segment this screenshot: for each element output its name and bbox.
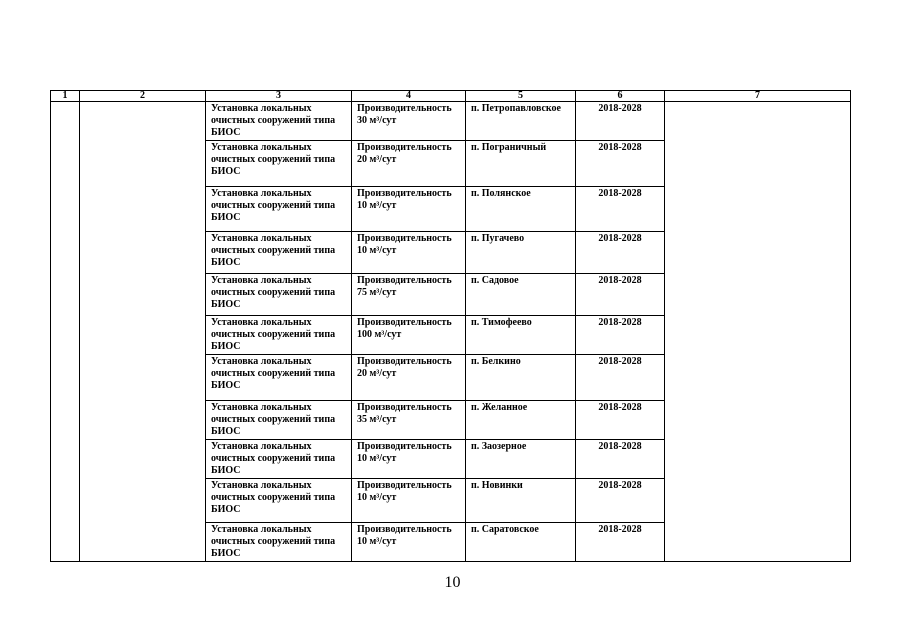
cell-location: п. Тимофеево: [466, 316, 576, 355]
cell-period: 2018-2028: [576, 232, 665, 274]
cell-location: п. Пограничный: [466, 141, 576, 187]
cell-capacity: Производительность 20 м³/сут: [352, 355, 466, 401]
cell-period: 2018-2028: [576, 141, 665, 187]
cell-period: 2018-2028: [576, 187, 665, 232]
works-table: [50, 90, 851, 562]
cell-capacity: Производительность 10 м³/сут: [352, 479, 466, 523]
cell-period: 2018-2028: [576, 479, 665, 523]
cell-object: Установка локальных очистных сооружений типа БИОС: [206, 274, 352, 316]
cell-period: 2018-2028: [576, 102, 665, 141]
cell-col1: [51, 102, 80, 562]
cell-period: 2018-2028: [576, 355, 665, 401]
table-row: [51, 102, 851, 141]
cell-capacity: Производительность 10 м³/сут: [352, 523, 466, 562]
col-header-1: 1: [51, 91, 80, 102]
cell-object: Установка локальных очистных сооружений типа БИОС: [206, 102, 352, 141]
page-number: 10: [444, 574, 461, 591]
cell-location: п. Полянское: [466, 187, 576, 232]
cell-capacity: Производительность 75 м³/сут: [352, 274, 466, 316]
cell-period: 2018-2028: [576, 523, 665, 562]
col-header-5: 5: [466, 91, 576, 102]
cell-capacity: Производительность 35 м³/сут: [352, 401, 466, 440]
cell-capacity: Производительность 30 м³/сут: [352, 102, 466, 141]
cell-capacity: Производительность 10 м³/сут: [352, 187, 466, 232]
cell-location: п. Пугачево: [466, 232, 576, 274]
header-row: [51, 91, 851, 102]
cell-col2: [80, 102, 206, 562]
cell-period: 2018-2028: [576, 401, 665, 440]
cell-col7: [665, 102, 851, 562]
cell-location: п. Петропавловское: [466, 102, 576, 141]
cell-location: п. Белкино: [466, 355, 576, 401]
cell-object: Установка локальных очистных сооружений типа БИОС: [206, 401, 352, 440]
cell-object: Установка локальных очистных сооружений типа БИОС: [206, 523, 352, 562]
cell-object: Установка локальных очистных сооружений типа БИОС: [206, 440, 352, 479]
cell-object: Установка локальных очистных сооружений типа БИОС: [206, 316, 352, 355]
col-header-7: 7: [665, 91, 851, 102]
cell-location: п. Саратовское: [466, 523, 576, 562]
table-body: [51, 102, 851, 562]
cell-location: п. Садовое: [466, 274, 576, 316]
col-header-2: 2: [80, 91, 206, 102]
cell-object: Установка локальных очистных сооружений типа БИОС: [206, 479, 352, 523]
cell-capacity: Производительность 10 м³/сут: [352, 440, 466, 479]
cell-capacity: Производительность 100 м³/сут: [352, 316, 466, 355]
cell-period: 2018-2028: [576, 274, 665, 316]
cell-object: Установка локальных очистных сооружений типа БИОС: [206, 232, 352, 274]
cell-object: Установка локальных очистных сооружений типа БИОС: [206, 141, 352, 187]
cell-period: 2018-2028: [576, 440, 665, 479]
col-header-3: 3: [206, 91, 352, 102]
cell-period: 2018-2028: [576, 316, 665, 355]
cell-location: п. Заозерное: [466, 440, 576, 479]
col-header-4: 4: [352, 91, 466, 102]
cell-capacity: Производительность 20 м³/сут: [352, 141, 466, 187]
cell-capacity: Производительность 10 м³/сут: [352, 232, 466, 274]
cell-object: Установка локальных очистных сооружений типа БИОС: [206, 355, 352, 401]
col-header-6: 6: [576, 91, 665, 102]
cell-location: п. Новинки: [466, 479, 576, 523]
cell-location: п. Желанное: [466, 401, 576, 440]
cell-object: Установка локальных очистных сооружений типа БИОС: [206, 187, 352, 232]
